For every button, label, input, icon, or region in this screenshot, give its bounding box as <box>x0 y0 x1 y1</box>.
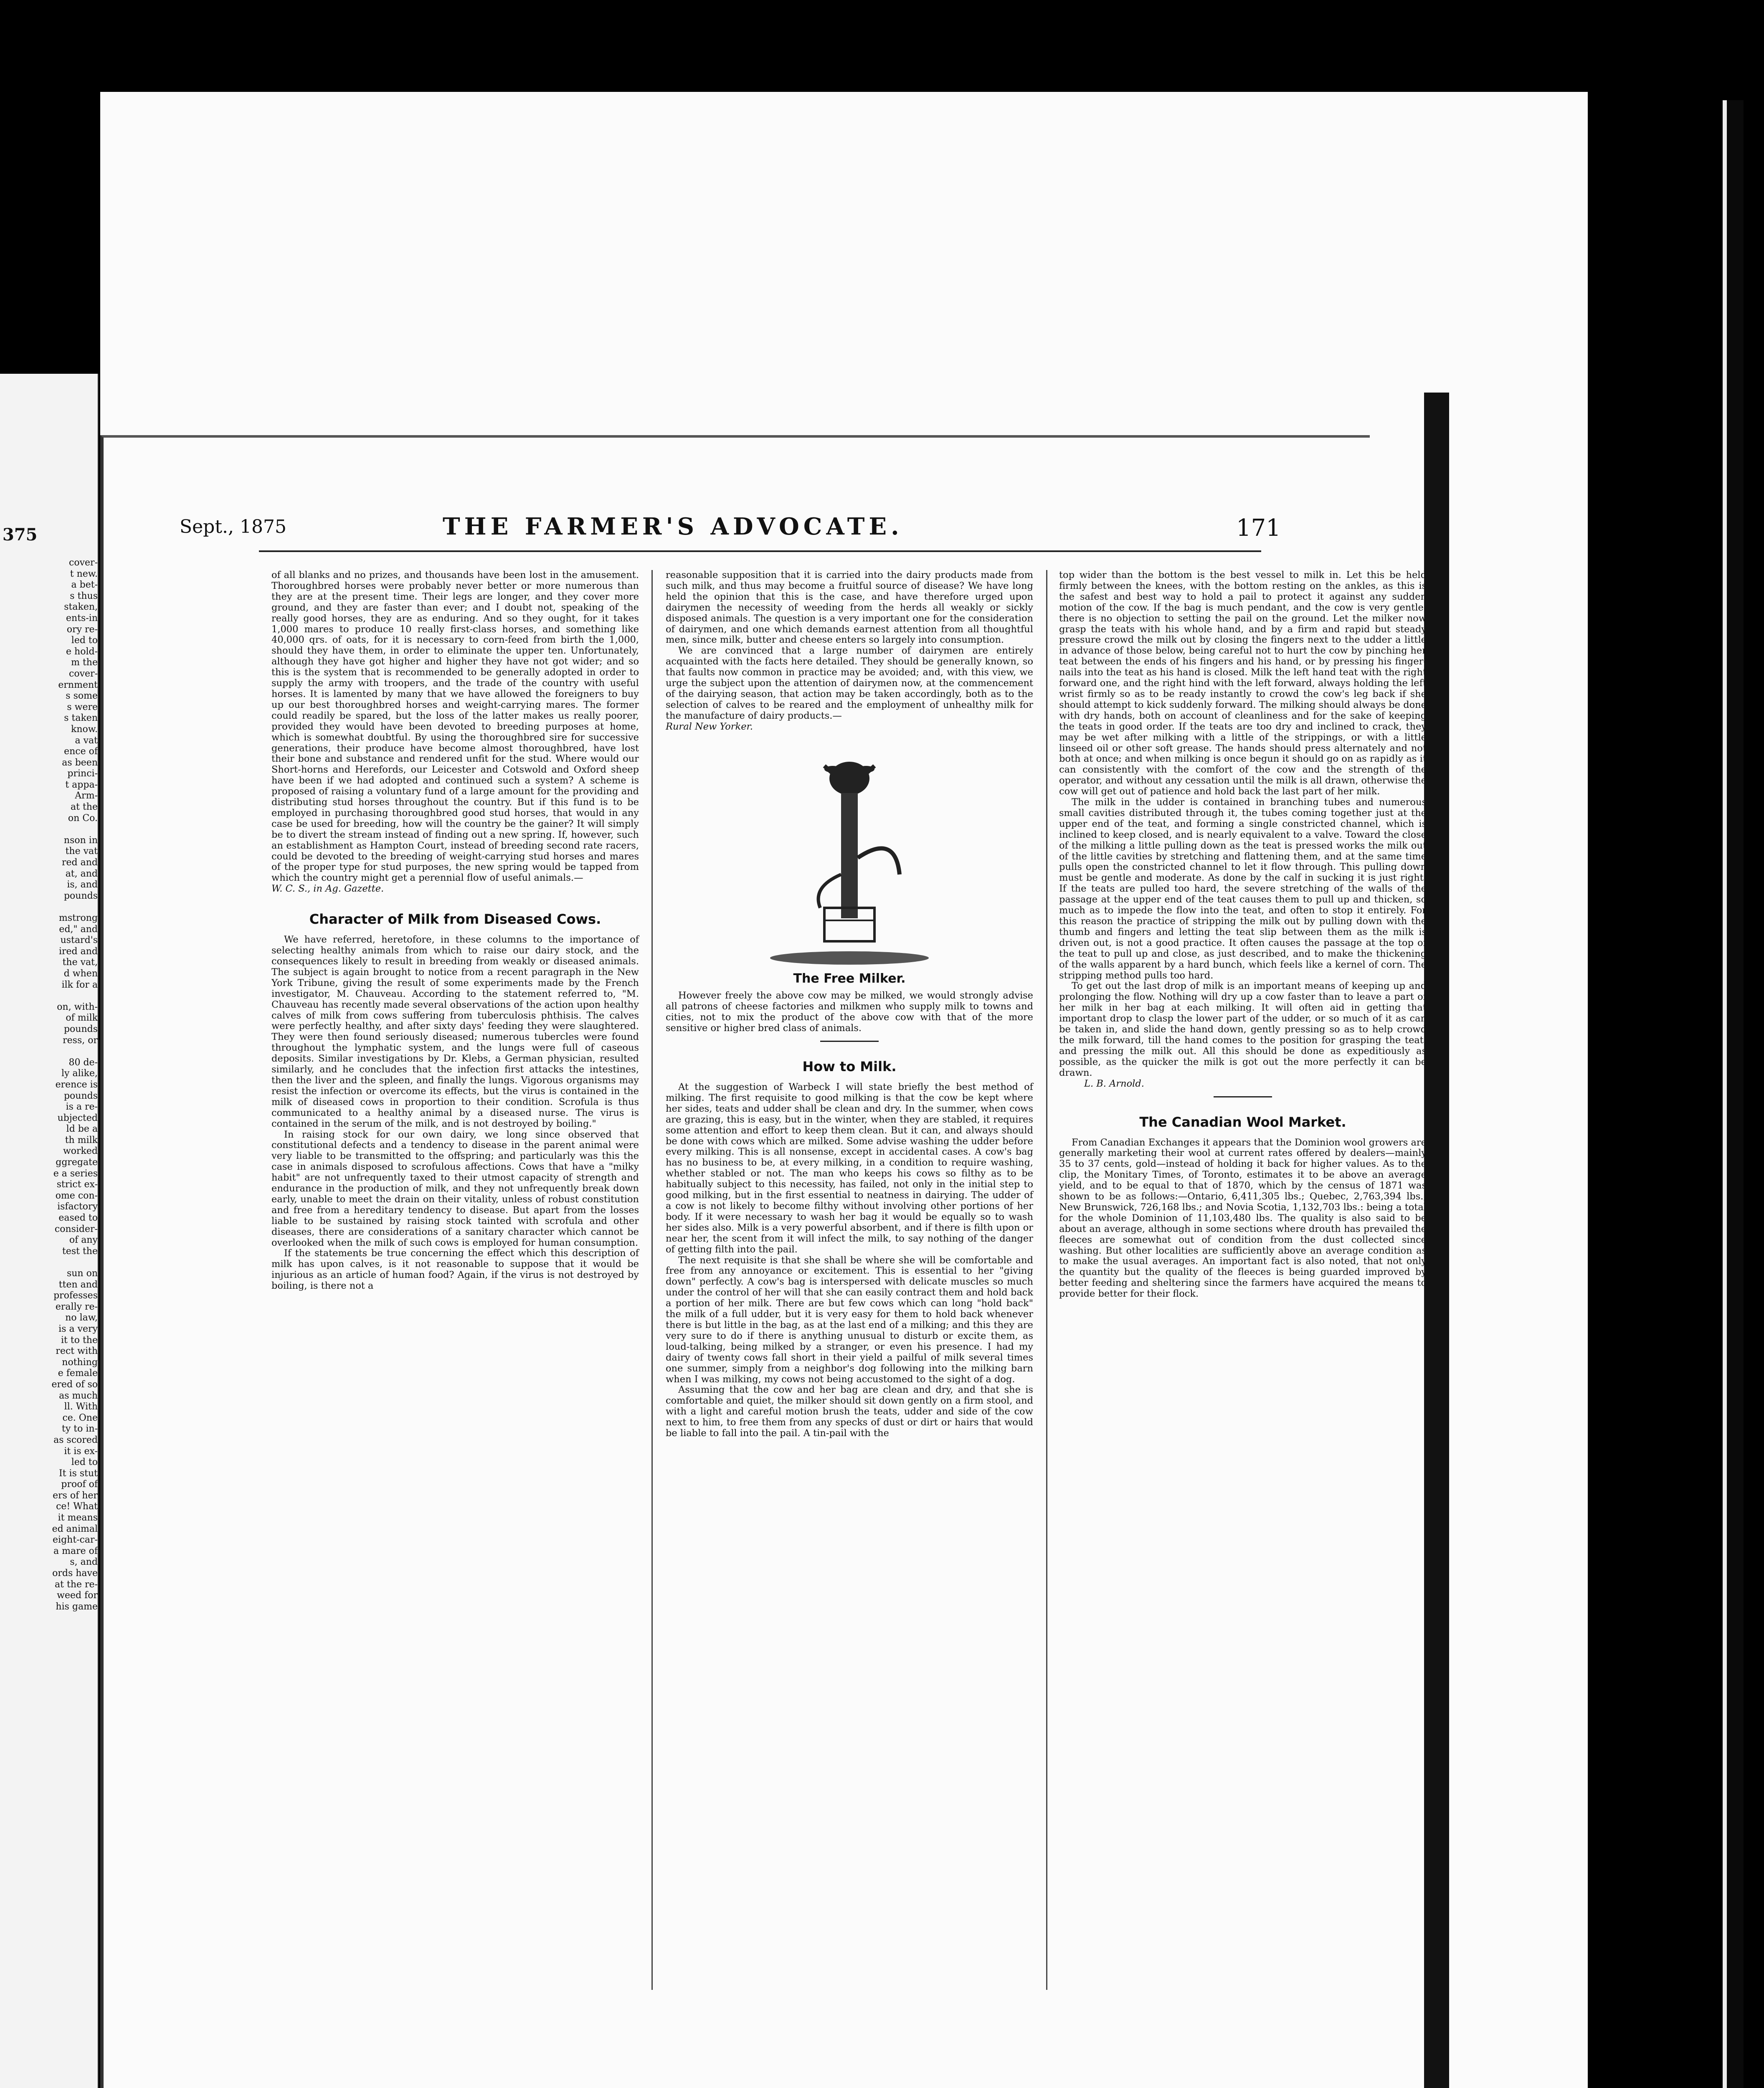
previous-page-fragment: pounds <box>63 1024 98 1034</box>
free-milker-illustration <box>666 749 1033 969</box>
cow-pump-icon <box>762 749 937 966</box>
article-heading: Character of Milk from Diseased Cows. <box>309 911 601 927</box>
previous-page-fragment: s taken <box>64 713 98 724</box>
previous-page-fragment: ubjected <box>57 1112 98 1123</box>
previous-page-fragment: t new. <box>70 568 98 579</box>
paragraph: To get out the last drop of milk is an important means of keeping up and prolonging the flow. Nothing will dry up a cow faster than to leave a part of her milk in her bag at each milking. It will often aid in getting that important drop to clasp the lower part of the udder, or so much of it as can be taken in, and slide the hand down, gently pressing so as to help crowd the milk forward, till the hand comes to the position for grasping the teat, and pressing the milk out. All this should be done as expeditiously as possible, as the quicker the milk is got out the more perfectly it can be drawn. <box>1059 981 1427 1078</box>
previous-page-fragment: the vat, <box>62 957 98 968</box>
previous-page-fragment: ilk for a <box>61 979 98 990</box>
previous-page-fragment <box>3 824 98 835</box>
previous-page-fragment: ents-in <box>66 613 98 623</box>
previous-page-fragment: is, and <box>67 879 98 890</box>
divider <box>820 1041 879 1042</box>
issue-date: Sept., 1875 <box>180 516 286 537</box>
previous-page-fragment: at the <box>71 802 98 813</box>
previous-page-fragment: ly alike, <box>61 1068 98 1079</box>
previous-page-fragment: ll. With <box>64 1401 98 1412</box>
source-credit-text: Rural New Yorker. <box>666 721 753 732</box>
previous-page-fragment: red and <box>62 857 98 868</box>
previous-page-fragment: ernment <box>58 679 98 690</box>
previous-page-fragment: cover- <box>69 557 98 568</box>
previous-page-fragment: at the re- <box>55 1579 98 1590</box>
previous-page-fragment: t appa- <box>65 779 98 790</box>
previous-page-fragment: of any <box>69 1235 98 1246</box>
previous-page-fragment: on Co. <box>68 813 98 824</box>
previous-page-fragment: ustard's <box>60 935 98 946</box>
previous-page-fragment: th milk <box>65 1135 98 1145</box>
paragraph: We are convinced that a large number of dairymen are entirely acquainted with the facts here detailed. They should be generally known, so that faults now common in practice may be avoided; and, with this view, we urge the subject upon the attention of dairymen now, at the commencement of the dairying season, that action may be taken accordingly, both as to the selection of calves to be reared and the employment of unhealthy milk for the manufacture of dairy products.— <box>666 645 1033 721</box>
previous-page-fragment: on, with- <box>57 1001 98 1012</box>
previous-page-fragment: sun on <box>66 1268 98 1279</box>
previous-page-fragment: e female <box>58 1368 98 1379</box>
previous-page-fragment: led to <box>71 1457 98 1468</box>
paragraph: From Canadian Exchanges it appears that the Dominion wool growers are generally marketing their wool at current rates offered by dealers—mainly 35 to 37 cents, gold—instead of holding it back for higher values. As to the clip, the Monitary Times, of Toronto, estimates it to be above an average yield, and to be equal to that of 1870, which by the census of 1871 was shown to be as follows:—Ontario, 6,411,305 lbs.; Quebec, 2,763,394 lbs.; New Brunswick, 726,168 lbs.; and Novia Scotia, 1,132,703 lbs.: being a total for the whole Dominion of 11,103,480 lbs. The quality is also said to be about an average, although in some sections where drouth has prevailed the fleeces are somewhat out of condition from the dust collected since washing. But other localities are sufficiently above an average condition as to make the usual averages. An important fact is also noted, that not only the quantity but the quality of the fleeces is being guarded improved by better feeding and sheltering since the farmers have acquired the means to provide better for their flock. <box>1059 1137 1427 1300</box>
previous-page-fragment: s were <box>67 702 98 712</box>
previous-page-number: 375 <box>3 525 38 545</box>
previous-page-fragment: Arm- <box>75 791 98 801</box>
signature-text: L. B. Arnold. <box>1084 1078 1144 1089</box>
previous-page-fragment: is a very <box>58 1323 98 1334</box>
paragraph: We have referred, heretofore, in these columns to the importance of selecting healthy animals from which to raise our dairy stock, and the consequences likely to result in breeding from weakly or diseased animals. The subject is again brought to notice from a recent paragraph in the New York Tribune, giving the result of some experiments made by the French investigator, M. Chauveau. According to the statement referred to, "M. Chauveau has recently made several observations of the action upon healthy calves of milk from cows suffering from tuberculosis phthisis. The calves were perfectly healthy, and after sixty days' feeding they were slaughtered. They were then found seriously diseased; numerous tubercles were found throughout the lymphatic system, and the lungs were full of caseous deposits. Similar investigations by Dr. Klebs, a German physician, resulted similarly, and he concludes that the infection first attacks the intestines, then the liver and the spleen, and finally the lungs. Vigorous organisms may resist the infection or overcome its effects, but the virus is contained in the milk of diseased cows in proportion to their condition. Scrofula is thus communicated to a healthy animal by a diseased nurse. The virus is contained in the serum of the milk, and is not destroyed by boiling." <box>271 934 639 1129</box>
paragraph: top wider than the bottom is the best vessel to milk in. Let this be held firmly between the knees, with the bottom resting on the ankles, as this is the safest and best way to hold a pail to protect it against any sudden motion of the cow. If the bag is much pendant, and the cow is very gentle, there is no objection to setting the pail on the ground. Let the milker now grasp the teats with his whole hand, and by a firm and rapid but steady pressure crowd the milk out by closing the fingers next to the udder a little in advance of those below, being careful not to hurt the cow by pinching her teat between the ends of his fingers and his hand, or by pressing his finger-nails into the teat as his hand is closed. Milk the left hand teat with the right forward one, and the right hind with the left forward, always holding the left wrist firmly so as to be ready instantly to crowd the cow's leg back if she should attempt to kick suddenly forward. The milking should always be done with dry hands, both on account of cleanliness and for the sake of keeping the teats in good order. If the teats are too dry and inclined to crack, they may be wet after milking with a little of the strippings, or with a little linseed oil or other soft grease. The hands should press alternately and not both at once; and when milking is once begun it should go on as rapidly as it can consistently with the comfort of the cow and the strength of the operator, and without any cessation until the milk is all drawn, otherwise the cow will get out of patience and hold back the last part of her milk. <box>1059 570 1427 797</box>
paragraph: However freely the above cow may be milked, we would strongly advise all patrons of cheese factories and milkmen who supply milk to towns and cities, not to mix the product of the above cow with that of the more sensitive or higher bred class of animals. <box>666 990 1033 1034</box>
paragraph: In raising stock for our own dairy, we long since observed that constitutional defects and a tendency to disease in the parent animal were very liable to be transmitted to the offspring; and particularly was this the case in animals disposed to scrofulous affections. Cows that have a "milky habit" are not unfrequently taxed to their utmost capacity of strength and endurance in the production of milk, and they not unfrequently break down early, unable to meet the drain on their vitality, unless of robust constitution and free from a hereditary tendency to disease. But apart from the losses liable to be sustained by raising stock tainted with scrofula and other diseases, there are considerations of a sanitary character which cannot be overlooked when the milk of such cows is employed for human consumption. <box>271 1129 639 1248</box>
previous-page-fragment: princi- <box>67 768 98 779</box>
previous-page-fragment: proof of <box>61 1479 98 1490</box>
previous-page-fragment: it means <box>58 1513 98 1523</box>
article-heading: The Canadian Wool Market. <box>1139 1114 1346 1130</box>
article-heading: How to Milk. <box>802 1059 897 1075</box>
previous-page-fragment: e a series <box>53 1168 98 1179</box>
previous-page-fragment: pounds <box>63 1090 98 1101</box>
previous-page-fragment: m the <box>71 657 98 668</box>
paragraph: reasonable supposition that it is carried into the dairy products made from such milk, and thus may become a fruitful source of disease? We have long held the opinion that this is the case, and have therefore urged upon dairymen the necessity of weeding from the herds all weakly or sickly disposed animals. The question is a very important one for the consideration of dairymen, and one which demands earnest attention from all thoughtful men, since milk, butter and cheese enters so largely into consumption. <box>666 570 1033 646</box>
previous-page-fragment: ory re- <box>66 624 98 635</box>
previous-page-fragment: led to <box>71 635 98 646</box>
previous-page-fragment: s, and <box>70 1557 98 1568</box>
masthead-title: THE FARMER'S ADVOCATE. <box>443 513 903 540</box>
previous-page-fragment: rect with <box>56 1346 98 1357</box>
previous-page-fragment: ed," and <box>59 924 98 935</box>
column-2 <box>666 570 1033 1439</box>
previous-page-fragment: test the <box>62 1246 98 1257</box>
previous-page-fragment: s thus <box>70 590 98 601</box>
previous-page-fragment: consider- <box>54 1224 98 1234</box>
previous-page-fragment: pounds <box>63 890 98 901</box>
right-page-edge <box>1723 100 1744 2088</box>
previous-page-fragment: of milk <box>66 1013 98 1024</box>
signature <box>271 884 639 894</box>
paragraph: Assuming that the cow and her bag are clean and dry, and that she is comfortable and quiet, the milker should sit down gently on a firm stool, and with a light and careful motion brush the teats, udder and side of the cow next to him, to free them from any specks of dust or dirt or hairs that would be liable to fall into the pail. A tin-pail with the <box>666 1384 1033 1439</box>
previous-page-fragment: it is ex- <box>64 1446 98 1457</box>
previous-page-fragment: ords have <box>52 1568 98 1579</box>
previous-page-fragment: isfactory <box>57 1201 98 1212</box>
previous-page-fragment: professes <box>53 1290 98 1301</box>
page-number: 171 <box>1236 514 1281 542</box>
illustration-caption: The Free Milker. <box>793 971 906 986</box>
previous-page-fragment: ld be a <box>66 1124 98 1135</box>
previous-page-strip <box>0 374 99 2088</box>
previous-page-fragment: a mare of <box>53 1546 98 1556</box>
previous-page-fragment: a vat <box>75 735 98 746</box>
previous-page-fragment: ed animal <box>52 1523 98 1534</box>
previous-page-fragment: ty to in- <box>62 1424 98 1434</box>
paragraph: If the statements be true concerning the effect which this description of milk has upon calves, is it not reasonable to suppose that it would be injurious as an article of human food? Again, if the virus is not destroyed by boiling, is there not a <box>271 1248 639 1292</box>
source-credit <box>666 722 1033 732</box>
previous-page-fragment: eased to <box>58 1213 98 1224</box>
previous-page-fragment: cover- <box>69 668 98 679</box>
previous-page-fragment: tten and <box>58 1279 98 1290</box>
previous-page-fragment: ered of so <box>51 1379 98 1390</box>
previous-page-fragment: his game <box>56 1601 98 1612</box>
previous-page-fragment: ress, or <box>63 1035 98 1046</box>
previous-page-fragment: at, and <box>65 868 98 879</box>
previous-page-fragment: as much <box>59 1390 98 1401</box>
paragraph: The milk in the udder is contained in branching tubes and numerous small cavities distributed through it, the tubes coming together just at the upper end of the teat, and forming a single constricted channel, which is inclined to keep closed, and is nearly equivalent to a valve. Toward the close of the milking a little pulling down as the teat is pressed works the milk out of the little cavities by stretching and flattening them, and at the same time pulls open the constricted channel to let it flow through. This pulling down must be gentle and moderate. As done by the calf in sucking it is just right. If the teats are pulled too hard, the severe stretching of the walls of the passage at the upper end of the teat causes them to pull up and thicken, so much as to impede the flow into the teat, and often to stop it entirely. For this reason the practice of stripping the milk out by pulling down with the thumb and fingers and letting the teat slip between them as the milk is driven out, is not a good practice. It often causes the passage at the top of the teat to pull up and close, as just described, and to make the thickening of the walls apparent by a hard bunch, which feels like a kernel of corn. The stripping method pulls too hard. <box>1059 797 1427 981</box>
previous-page-fragment <box>3 1046 98 1057</box>
previous-page-fragment: ome con- <box>55 1190 98 1201</box>
previous-page-fragment <box>3 991 98 1002</box>
previous-page-fragment: ired and <box>58 946 98 957</box>
previous-page-fragment: ce. One <box>62 1412 98 1423</box>
column-divider <box>1046 570 1047 1990</box>
previous-page-fragments <box>3 557 98 1612</box>
signature <box>1059 1079 1427 1090</box>
column-divider <box>651 570 653 1990</box>
previous-page-fragment: ggregate <box>56 1157 98 1168</box>
previous-page-fragment <box>3 1257 98 1268</box>
previous-page-fragment: as scored <box>53 1434 98 1445</box>
previous-page-fragment <box>3 902 98 913</box>
previous-page-fragment: erence is <box>55 1079 98 1090</box>
previous-page-fragment: ers of her <box>53 1490 98 1501</box>
signature-text: W. C. S., in Ag. Gazette. <box>271 883 384 894</box>
previous-page-fragment: s some <box>66 691 98 702</box>
previous-page-fragment: erally re- <box>55 1301 98 1312</box>
previous-page-fragment: 80 de- <box>68 1057 98 1068</box>
previous-page-fragment: a bet- <box>71 580 98 590</box>
paragraph: of all blanks and no prizes, and thousands have been lost in the amusement. Thoroughbred horses were probably never better or more numerous than they are at the present time. Their legs are longer, and they cover more ground, and they are faster than ever; and I doubt not, speaking of the really good horses, they are as enduring. And so they ought, for it takes 1,000 mares to produce 10 really first-class horses, and something like 40,000 qrs. of oats, for it is necessary to corn-feed from birth the 1,000, should they have them, in order to eliminate the upper ten. Unfortunately, although they have got higher and higher they have not got wider; and so this is the system that is recommended to be generally adopted in order to supply the army with troopers, and the trade of the country with useful horses. It is lamented by many that we have allowed the foreigners to buy up our best thoroughbred horses and weight-carrying mares. The former could readily be spared, but the loss of the latter makes us really poorer, provided they would have been devoted to breeding purposes at home, which is somewhat doubtful. By using the thoroughbred sire for successive generations, their produce have become almost thoroughbred, have lost their bone and substance and rendered unfit for the stud. Where would our Short-horns and Herefords, our Leicester and Cotswold and Oxford sheep have been if we had adopted and continued such a system? A scheme is proposed of raising a voluntary fund of a large amount for the providing and distributing stud horses throughout the country. But if this fund is to be employed in purchasing thoroughbred good stud horses, that would in any case be used for breeding, how will the country be the gainer? It will simply be to divert the stream instead of finding out a new spring. If, however, such an establishment as Hampton Court, instead of breeding second rate racers, could be devoted to the breeding of weight-carrying stud horses and mares of the proper type for stud purposes, the new spring would be tapped from which the country might get a perennial flow of useful animals.— <box>271 570 639 884</box>
previous-page-fragment: is a re- <box>66 1102 98 1112</box>
previous-page-fragment: the vat <box>65 846 98 857</box>
column-3 <box>1059 570 1427 1300</box>
previous-page-fragment: no law, <box>65 1313 98 1323</box>
binding-shadow <box>1424 393 1449 2088</box>
previous-page-fragment: eight-car- <box>53 1535 98 1546</box>
previous-page-fragment: know. <box>71 724 98 735</box>
page-header <box>180 513 1281 542</box>
previous-page-fragment: nothing <box>62 1357 98 1368</box>
previous-page-fragment: ce! What <box>56 1501 98 1512</box>
previous-page-fragment: ence of <box>64 746 98 757</box>
header-rule <box>259 550 1261 552</box>
previous-page-fragment: it to the <box>61 1335 98 1346</box>
previous-page-fragment: as been <box>62 757 98 768</box>
previous-page-fragment: mstrong <box>58 913 98 923</box>
previous-page-fragment: e hold- <box>66 646 98 657</box>
previous-page-fragment: staken, <box>64 602 98 613</box>
previous-page-fragment: worked <box>63 1146 98 1157</box>
paragraph: The next requisite is that she shall be where she will be comfortable and free from any annoyance or excitement. This is essential to her "giving down" perfectly. A cow's bag is interspersed with delicate muscles so much under the control of her will that she can easily contract them and hold back a portion of her milk. There are but few cows which can long "hold back" the milk of a full udder, but it is very easy for them to hold back whenever there is but little in the bag, as at the last end of a milking; and this they are very sure to do if there is anything unusual to disturb or excite them, as loud-talking, being milked by a stranger, or even his presence. I had my dairy of twenty cows fall short in their yield a pailful of milk several times one summer, simply from a neighbor's dog following into the milking barn when I was milking, my cows not being accustomed to the sight of a dog. <box>666 1254 1033 1385</box>
previous-page-fragment: weed for <box>57 1590 98 1601</box>
paragraph: At the suggestion of Warbeck I will state briefly the best method of milking. The first requisite to good milking is that the cow be kept where her sides, teats and udder shall be clean and dry. In the summer, when cows are grazing, this is easy, but in the winter, when they are stabled, it requires some attention and effort to keep them clean. But it can, and always should be done with cows which are milked. Some advise washing the udder before every milking. This is all nonsense, except in accidental cases. A cow's bag has no business to be, at every milking, in a condition to require washing, whether stabled or not. The man who keeps his cows so filthy as to be habitually subject to this necessity, has failed, not only in the initial step to good milking, but in the first essential to neatness in dairying. The udder of a cow is not likely to become filthy without involving other portions of her body. If it were necessary to wash her bag it would be equally so to wash her sides also. Milk is a very powerful absorbent, and if there is filth upon or near her, the scent from it will infect the milk, to say nothing of the danger of getting filth into the pail. <box>666 1082 1033 1255</box>
previous-page-fragment: d when <box>63 968 98 979</box>
previous-page-fragment: strict ex- <box>56 1179 98 1190</box>
previous-page-fragment: It is stut <box>59 1468 98 1479</box>
column-1 <box>271 570 639 1292</box>
previous-page-fragment: nson in <box>63 835 98 846</box>
divider <box>1214 1096 1272 1097</box>
